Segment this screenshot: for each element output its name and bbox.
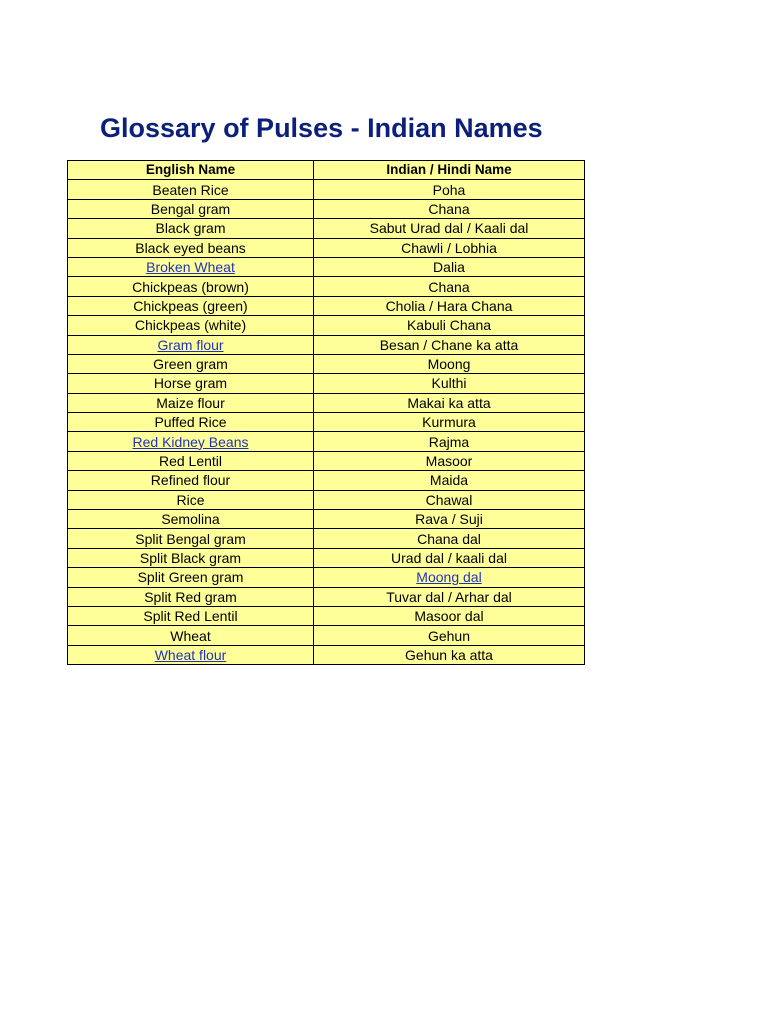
hindi-name-cell: Dalia bbox=[314, 257, 585, 276]
english-name-cell: Black eyed beans bbox=[68, 238, 314, 257]
english-name-cell: Split Red Lentil bbox=[68, 606, 314, 625]
table-body bbox=[68, 180, 585, 665]
table-row bbox=[68, 413, 585, 432]
english-name-cell: Black gram bbox=[68, 219, 314, 238]
column-header-hindi: Indian / Hindi Name bbox=[314, 161, 585, 180]
english-name-link[interactable]: Broken Wheat bbox=[146, 259, 235, 276]
table-row bbox=[68, 471, 585, 490]
header-row bbox=[68, 161, 585, 180]
hindi-name-cell: Rajma bbox=[314, 432, 585, 451]
table-row bbox=[68, 316, 585, 335]
table-row bbox=[68, 451, 585, 470]
english-name-link[interactable]: Gram flour bbox=[157, 336, 224, 353]
hindi-name-cell: Besan / Chane ka atta bbox=[314, 335, 585, 354]
english-name-cell: Red Lentil bbox=[68, 451, 314, 470]
hindi-name-link[interactable]: Moong dal bbox=[416, 569, 482, 586]
table-row bbox=[68, 626, 585, 645]
hindi-name-cell bbox=[314, 568, 585, 587]
hindi-name-cell: Masoor bbox=[314, 451, 585, 470]
english-name-cell bbox=[68, 432, 314, 451]
hindi-name-cell: Cholia / Hara Chana bbox=[314, 296, 585, 315]
english-name-cell: Wheat bbox=[68, 626, 314, 645]
hindi-name-cell: Makai ka atta bbox=[314, 393, 585, 412]
hindi-name-cell: Kabuli Chana bbox=[314, 316, 585, 335]
english-name-cell: Chickpeas (white) bbox=[68, 316, 314, 335]
hindi-name-cell: Kulthi bbox=[314, 374, 585, 393]
hindi-name-cell: Gehun ka atta bbox=[314, 645, 585, 664]
table-row bbox=[68, 529, 585, 548]
table-row bbox=[68, 568, 585, 587]
hindi-name-cell: Chawli / Lobhia bbox=[314, 238, 585, 257]
table-row bbox=[68, 587, 585, 606]
english-name-cell: Maize flour bbox=[68, 393, 314, 412]
hindi-name-cell: Chawal bbox=[314, 490, 585, 509]
hindi-name-cell: Moong bbox=[314, 354, 585, 373]
hindi-name-cell: Maida bbox=[314, 471, 585, 490]
hindi-name-cell: Kurmura bbox=[314, 413, 585, 432]
table-row bbox=[68, 432, 585, 451]
hindi-name-cell: Gehun bbox=[314, 626, 585, 645]
table-row bbox=[68, 490, 585, 509]
english-name-cell: Split Black gram bbox=[68, 548, 314, 567]
table-row bbox=[68, 645, 585, 664]
table-row bbox=[68, 548, 585, 567]
english-name-cell: Green gram bbox=[68, 354, 314, 373]
english-name-cell: Refined flour bbox=[68, 471, 314, 490]
glossary-table bbox=[67, 160, 585, 665]
hindi-name-cell: Chana dal bbox=[314, 529, 585, 548]
english-name-cell: Chickpeas (green) bbox=[68, 296, 314, 315]
english-name-cell: Bengal gram bbox=[68, 199, 314, 218]
english-name-cell: Beaten Rice bbox=[68, 180, 314, 199]
table-row bbox=[68, 335, 585, 354]
table-row bbox=[68, 257, 585, 276]
english-name-cell: Split Red gram bbox=[68, 587, 314, 606]
hindi-name-cell: Rava / Suji bbox=[314, 510, 585, 529]
table-row bbox=[68, 238, 585, 257]
hindi-name-cell: Sabut Urad dal / Kaali dal bbox=[314, 219, 585, 238]
table-row bbox=[68, 393, 585, 412]
hindi-name-cell: Poha bbox=[314, 180, 585, 199]
table-row bbox=[68, 354, 585, 373]
english-name-cell: Puffed Rice bbox=[68, 413, 314, 432]
english-name-cell: Rice bbox=[68, 490, 314, 509]
table-row bbox=[68, 510, 585, 529]
column-header-english: English Name bbox=[68, 161, 314, 180]
table-row bbox=[68, 296, 585, 315]
hindi-name-cell: Masoor dal bbox=[314, 606, 585, 625]
english-name-cell: Split Bengal gram bbox=[68, 529, 314, 548]
hindi-name-cell: Tuvar dal / Arhar dal bbox=[314, 587, 585, 606]
table-row bbox=[68, 180, 585, 199]
english-name-cell: Horse gram bbox=[68, 374, 314, 393]
table-row bbox=[68, 277, 585, 296]
hindi-name-cell: Chana bbox=[314, 277, 585, 296]
english-name-cell bbox=[68, 645, 314, 664]
table-row bbox=[68, 606, 585, 625]
table-row bbox=[68, 219, 585, 238]
hindi-name-cell: Urad dal / kaali dal bbox=[314, 548, 585, 567]
english-name-cell: Split Green gram bbox=[68, 568, 314, 587]
table-row bbox=[68, 374, 585, 393]
english-name-cell: Semolina bbox=[68, 510, 314, 529]
english-name-link[interactable]: Red Kidney Beans bbox=[132, 433, 249, 450]
page-title: Glossary of Pulses - Indian Names bbox=[100, 113, 543, 143]
table-row bbox=[68, 199, 585, 218]
english-name-link[interactable]: Wheat flour bbox=[154, 646, 227, 663]
english-name-cell bbox=[68, 257, 314, 276]
hindi-name-cell: Chana bbox=[314, 199, 585, 218]
english-name-cell: Chickpeas (brown) bbox=[68, 277, 314, 296]
english-name-cell bbox=[68, 335, 314, 354]
